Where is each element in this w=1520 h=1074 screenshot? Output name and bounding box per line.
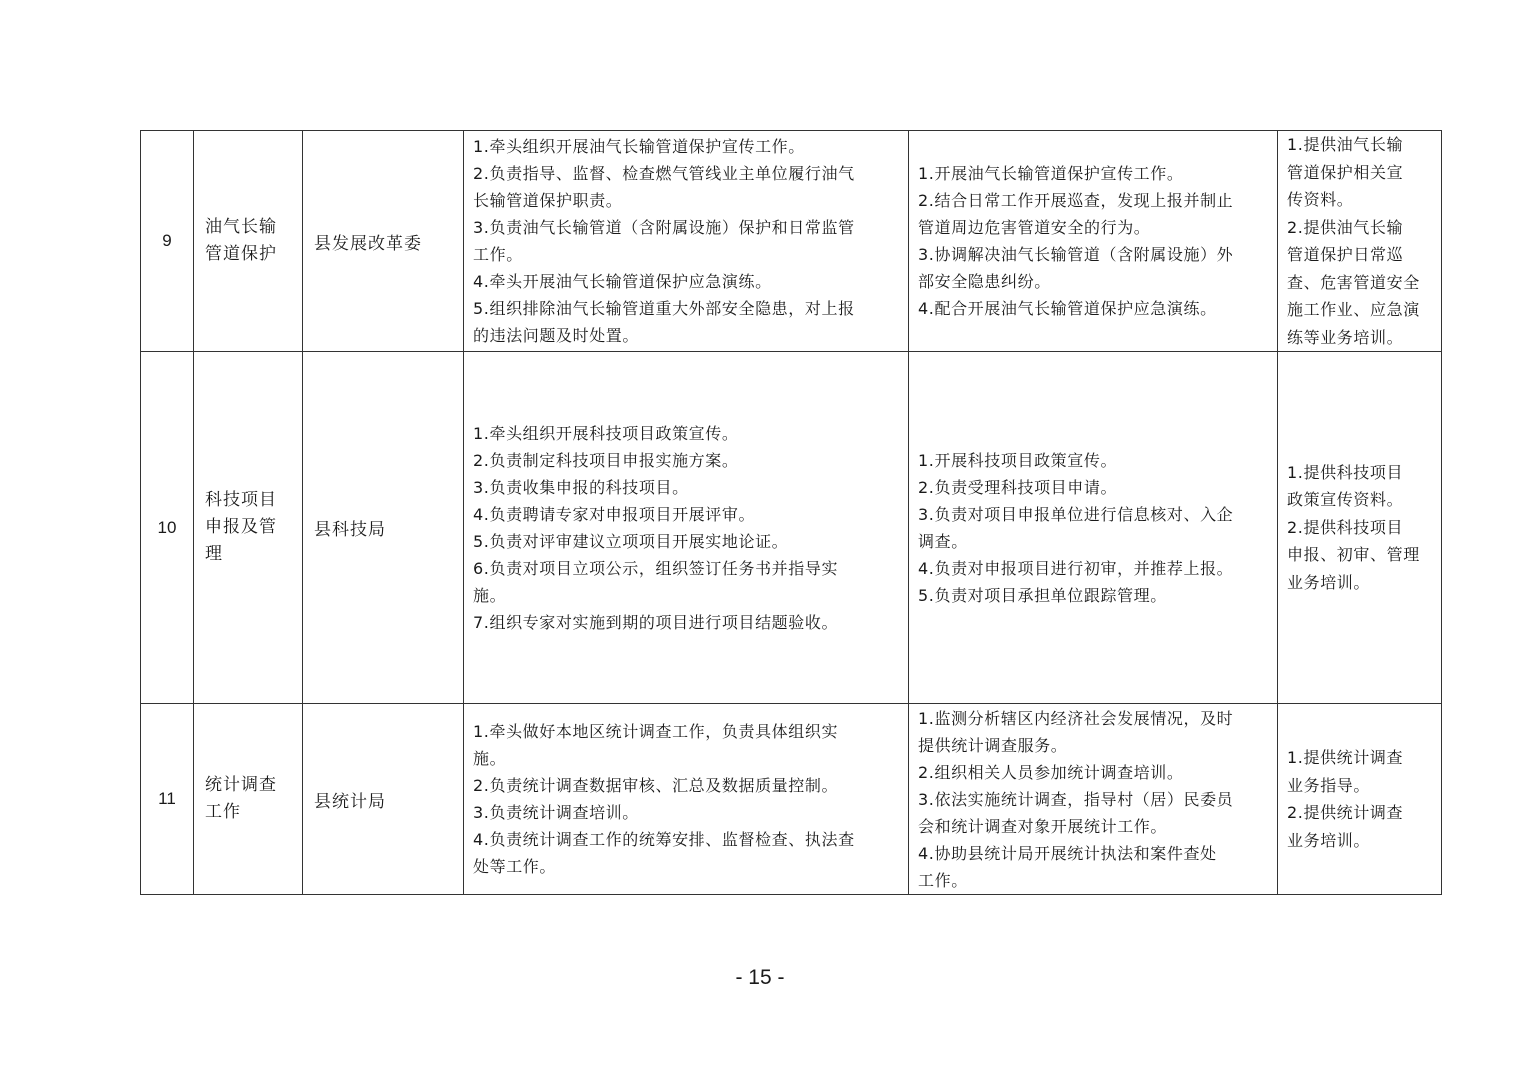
duty-line: 1.牵头做好本地区统计调查工作，负责具体组织实 xyxy=(473,722,839,741)
town-duties xyxy=(909,131,1278,352)
duty-line: 1.提供统计调查 xyxy=(1287,748,1404,767)
item-name-line: 申报及管 xyxy=(205,517,277,537)
duty-line: 2.负责制定科技项目申报实施方案。 xyxy=(473,450,739,470)
duty-line: 管道保护相关宣 xyxy=(1287,162,1404,182)
page-number: - 15 - xyxy=(735,966,785,989)
duty-line: 5.负责对项目承担单位跟踪管理。 xyxy=(918,585,1167,605)
duty-line: 长输管道保护职责。 xyxy=(473,191,623,210)
duty-line: 2.结合日常工作开展巡查，发现上报并制止 xyxy=(918,191,1234,210)
duty-line: 的违法问题及时处置。 xyxy=(473,326,640,345)
duty-line: 3.负责油气长输管道（含附属设施）保护和日常监管 xyxy=(473,218,855,237)
village-duties xyxy=(1278,704,1442,895)
duty-line: 练等业务培训。 xyxy=(1287,327,1404,347)
table-row xyxy=(141,352,1442,704)
duty-line: 管道周边危害管道安全的行为。 xyxy=(918,218,1151,237)
duty-line: 业务培训。 xyxy=(1287,572,1371,592)
duty-line: 3.负责统计调查培训。 xyxy=(473,803,639,822)
duty-line: 传资料。 xyxy=(1287,190,1354,209)
responsibility-table xyxy=(140,130,1442,895)
duty-line: 4.配合开展油气长输管道保护应急演练。 xyxy=(918,299,1217,318)
item-name-line: 管道保护 xyxy=(205,244,277,264)
county-duties xyxy=(464,131,909,352)
duty-line: 工作。 xyxy=(473,245,523,264)
item-name xyxy=(194,352,303,704)
item-name xyxy=(194,131,303,352)
row-number: 9 xyxy=(141,131,194,352)
item-name-line: 油气长输 xyxy=(205,217,277,237)
table-row xyxy=(141,704,1442,895)
duty-line: 2.负责指导、监督、检查燃气管线业主单位履行油气 xyxy=(473,164,855,183)
lead-department: 县发展改革委 xyxy=(303,131,464,352)
duty-line: 3.协调解决油气长输管道（含附属设施）外 xyxy=(918,245,1234,264)
item-name-line: 理 xyxy=(205,544,223,564)
village-duties xyxy=(1278,131,1442,352)
lead-department: 县科技局 xyxy=(303,352,464,704)
duty-line: 5.负责对评审建议立项项目开展实地论证。 xyxy=(473,531,789,551)
duty-line: 会和统计调查对象开展统计工作。 xyxy=(918,816,1168,836)
duty-line: 调查。 xyxy=(918,531,968,551)
duty-line: 6.负责对项目立项公示，组织签订任务书并指导实 xyxy=(473,558,839,578)
item-name-line: 科技项目 xyxy=(205,490,277,510)
table-row xyxy=(141,131,1442,352)
duty-line: 2.提供统计调查 xyxy=(1287,803,1404,822)
duty-line: 业务培训。 xyxy=(1287,830,1371,850)
duty-line: 4.负责聘请专家对申报项目开展评审。 xyxy=(473,504,756,524)
duty-line: 2.组织相关人员参加统计调查培训。 xyxy=(918,762,1184,782)
duty-line: 施。 xyxy=(473,585,507,605)
village-duties xyxy=(1278,352,1442,704)
table-body xyxy=(141,131,1442,895)
lead-department: 县统计局 xyxy=(303,704,464,895)
duty-line: 1.提供油气长输 xyxy=(1287,135,1404,154)
duty-line: 4.负责对申报项目进行初审，并推荐上报。 xyxy=(918,558,1234,578)
duty-line: 处等工作。 xyxy=(473,857,557,876)
duty-line: 1.牵头组织开展科技项目政策宣传。 xyxy=(473,423,739,443)
duty-line: 1.开展油气长输管道保护宣传工作。 xyxy=(918,164,1184,183)
duty-line: 工作。 xyxy=(918,870,968,890)
duty-line: 7.组织专家对实施到期的项目进行项目结题验收。 xyxy=(473,612,839,632)
duty-line: 施工作业、应急演 xyxy=(1287,300,1420,319)
duty-line: 1.开展科技项目政策宣传。 xyxy=(918,450,1118,470)
item-name xyxy=(194,704,303,895)
duty-line: 3.负责收集申报的科技项目。 xyxy=(473,477,689,497)
row-number: 11 xyxy=(141,704,194,895)
duty-line: 3.依法实施统计调查，指导村（居）民委员 xyxy=(918,789,1234,809)
item-name-line: 统计调查 xyxy=(205,775,277,795)
duty-line: 施。 xyxy=(473,749,507,768)
duty-line: 3.负责对项目申报单位进行信息核对、入企 xyxy=(918,504,1234,524)
duty-line: 4.牵头开展油气长输管道保护应急演练。 xyxy=(473,272,772,291)
duty-line: 部安全隐患纠纷。 xyxy=(918,272,1051,291)
county-duties xyxy=(464,704,909,895)
duty-line: 申报、初审、管理 xyxy=(1287,545,1420,565)
duty-line: 1.牵头组织开展油气长输管道保护宣传工作。 xyxy=(473,137,805,156)
duty-line: 1.监测分析辖区内经济社会发展情况，及时 xyxy=(918,708,1234,728)
duty-line: 4.协助县统计局开展统计执法和案件查处 xyxy=(918,843,1217,863)
duty-line: 业务指导。 xyxy=(1287,775,1371,795)
duty-line: 2.负责统计调查数据审核、汇总及数据质量控制。 xyxy=(473,776,839,795)
duty-line: 2.负责受理科技项目申请。 xyxy=(918,477,1118,497)
row-number: 10 xyxy=(141,352,194,704)
duty-line: 2.提供科技项目 xyxy=(1287,517,1404,537)
duty-line: 4.负责统计调查工作的统筹安排、监督检查、执法查 xyxy=(473,830,855,849)
town-duties xyxy=(909,352,1278,704)
county-duties xyxy=(464,352,909,704)
duty-line: 提供统计调查服务。 xyxy=(918,735,1068,755)
duty-line: 2.提供油气长输 xyxy=(1287,217,1404,237)
duty-line: 政策宣传资料。 xyxy=(1287,490,1404,510)
town-duties xyxy=(909,704,1278,895)
duty-line: 5.组织排除油气长输管道重大外部安全隐患，对上报 xyxy=(473,299,855,318)
duty-line: 查、危害管道安全 xyxy=(1287,272,1420,292)
duty-line: 1.提供科技项目 xyxy=(1287,462,1404,482)
item-name-line: 工作 xyxy=(205,802,241,822)
duty-line: 管道保护日常巡 xyxy=(1287,245,1404,264)
